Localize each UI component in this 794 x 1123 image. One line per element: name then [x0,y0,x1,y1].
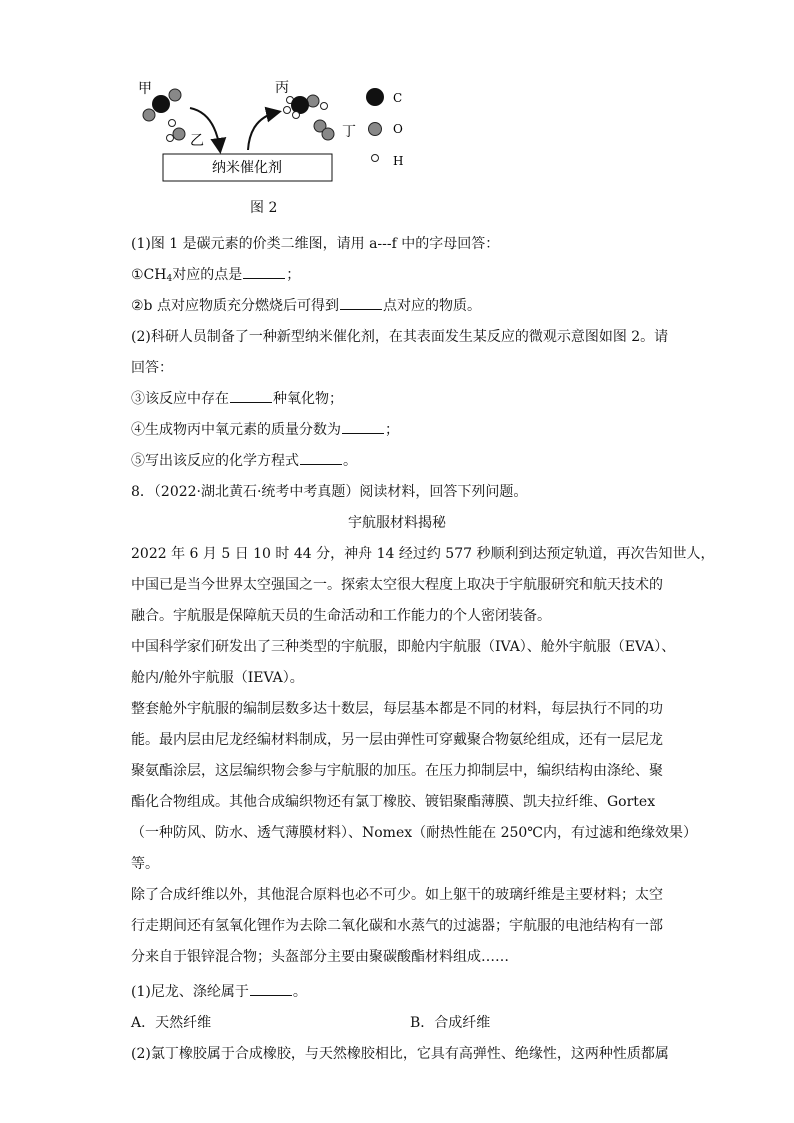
q7-item1 [131,266,300,288]
q7-item2-text: ②b 点对应物质充分燃烧后可得到 [131,298,339,314]
reaction-diagram-svg [130,78,430,188]
legend-hydrogen-icon [372,155,379,162]
q8-paragraph-line: 中国科学家们研发出了三种类型的宇航服，即舱内宇航服（IVA）、舱外宇航服（EVA）、 [131,639,676,655]
answer-blank[interactable] [243,266,285,279]
jia-oxygen-atom [169,89,181,101]
label-yi: 乙 [190,133,204,149]
label-jia: 甲 [138,81,152,97]
ding-atom [322,128,334,140]
q8-paragraph-line: 酯化合物组成。其他合成编织物还有氯丁橡胶、镀铝聚酯薄膜、凯夫拉纤维、Gortex [131,794,656,810]
bing-hydrogen-atom [321,103,328,110]
answer-blank[interactable] [250,983,292,996]
q8-sub1 [131,983,307,1001]
legend-hydrogen-label: H [393,154,404,168]
q8-paragraph-line: 聚氨酯涂层，这层编织物会参与宇航服的加压。在压力抑制层中，编织结构由涤纶、聚 [131,763,663,779]
q7-item3 [131,390,343,408]
q8-paragraph-line: 行走期间还有氢氧化锂作为去除二氧化碳和水蒸气的过滤器；宇航服的电池结构有一部 [131,918,663,934]
q7-item1-text: 对应的点是 [172,267,243,283]
answer-blank[interactable] [230,390,272,403]
legend-oxygen-icon [369,123,382,136]
jia-carbon-atom [152,95,170,113]
legend-oxygen-label: O [393,122,403,136]
yi-hydrogen-atom [167,135,174,142]
bing-hydrogen-atom [284,107,291,114]
catalyst-label: 纳米催化剂 [212,160,282,176]
legend-carbon-label: C [393,91,403,105]
q7-item4-text: ④生成物丙中氧元素的质量分数为 [131,422,341,438]
q8-header: 8．（2022·湖北黄石·统考中考真题）阅读材料，回答下列问题。 [131,484,528,500]
q8-paragraph-line: 舱内/舱外宇航服（IEVA）。 [131,670,304,686]
q8-article-title: 宇航服材料揭秘 [348,515,446,531]
q7-part1: (1)图 1 是碳元素的价类二维图，请用 a---f 中的字母回答： [131,236,500,252]
q7-item3-text: 种氧化物； [273,391,343,407]
q8-sub2: (2)氯丁橡胶属于合成橡胶，与天然橡胶相比，它具有高弹性、绝缘性，这两种性质都属 [131,1046,669,1062]
q7-item2-text: 点对应的物质。 [382,298,481,314]
q7-item4 [131,421,399,439]
q8-paragraph-line: 融合。宇航服是保障航天员的生命活动和工作能力的个人密闭装备。 [131,608,551,624]
reaction-diagram [130,78,430,188]
answer-blank[interactable] [300,452,342,465]
q8-paragraph-line: 除了合成纤维以外，其他混合原料也必不可少。如上躯干的玻璃纤维是主要材料；太空 [131,887,663,903]
q7-part2: (2)科研人员制备了一种新型纳米催化剂，在其表面发生某反应的微观示意图如图 2。请 [131,329,669,345]
q7-item4-text: ； [385,422,399,438]
q8-sub1-text: 。 [292,984,307,1000]
q7-item3-text: ③该反应中存在 [131,391,229,407]
q8-paragraph-line: 分来自于银锌混合物；头盔部分主要由聚碳酸酯材料组成…… [131,949,509,965]
legend-carbon-icon [366,88,384,106]
q8-sub1-text: (1)尼龙、涤纶属于 [131,984,249,1000]
yi-atom [173,128,185,140]
arrow-products [248,112,278,150]
q7-item5 [131,452,357,470]
q8-paragraph-line: 中国已是当今世界太空强国之一。探索太空很大程度上取决于宇航服研究和航天技术的 [131,577,663,593]
q8-option-row [131,1014,211,1032]
q7-part2-cont: 回答： [131,360,173,376]
q7-item1-subscript: 4 [166,274,173,284]
q7-item1-text: ①CH [131,267,167,283]
bing-carbon-atom [291,96,309,114]
q8-paragraph-line: 能。最内层由尼龙经编材料制成，另一层由弹性可穿戴聚合物氨纶组成，还有一层尼龙 [131,732,663,748]
jia-oxygen-atom [143,109,155,121]
q7-item2 [131,297,481,315]
option-b[interactable]: B．合成纤维 [410,1015,491,1031]
label-bing: 丙 [275,80,289,96]
q8-paragraph-line: 等。 [131,856,159,872]
figure-caption: 图 2 [250,200,278,216]
q8-paragraph-line: 整套舱外宇航服的编制层数多达十数层，每层基本都是不同的材料，每层执行不同的功 [131,701,663,717]
yi-hydrogen-atom [169,120,176,127]
bing-hydrogen-atom [293,112,300,119]
q7-item5-text: ⑤写出该反应的化学方程式 [131,453,299,469]
answer-blank[interactable] [340,297,382,310]
q8-option-row-b [410,1014,490,1032]
label-ding: 丁 [342,124,356,140]
q7-item1-end: ； [286,267,301,283]
q8-paragraph-line: 2022 年 6 月 5 日 10 时 44 分，神舟 14 经过约 577 秒顺利到达预定轨道，再次告知世人， [131,546,715,562]
q7-item5-text: 。 [343,453,357,469]
answer-blank[interactable] [342,421,384,434]
option-a[interactable]: A．天然纤维 [131,1015,212,1031]
q8-paragraph-line: （一种防风、防水、透气薄膜材料）、Nomex（耐热性能在 250℃内，有过滤和绝缘效果） [131,825,697,841]
